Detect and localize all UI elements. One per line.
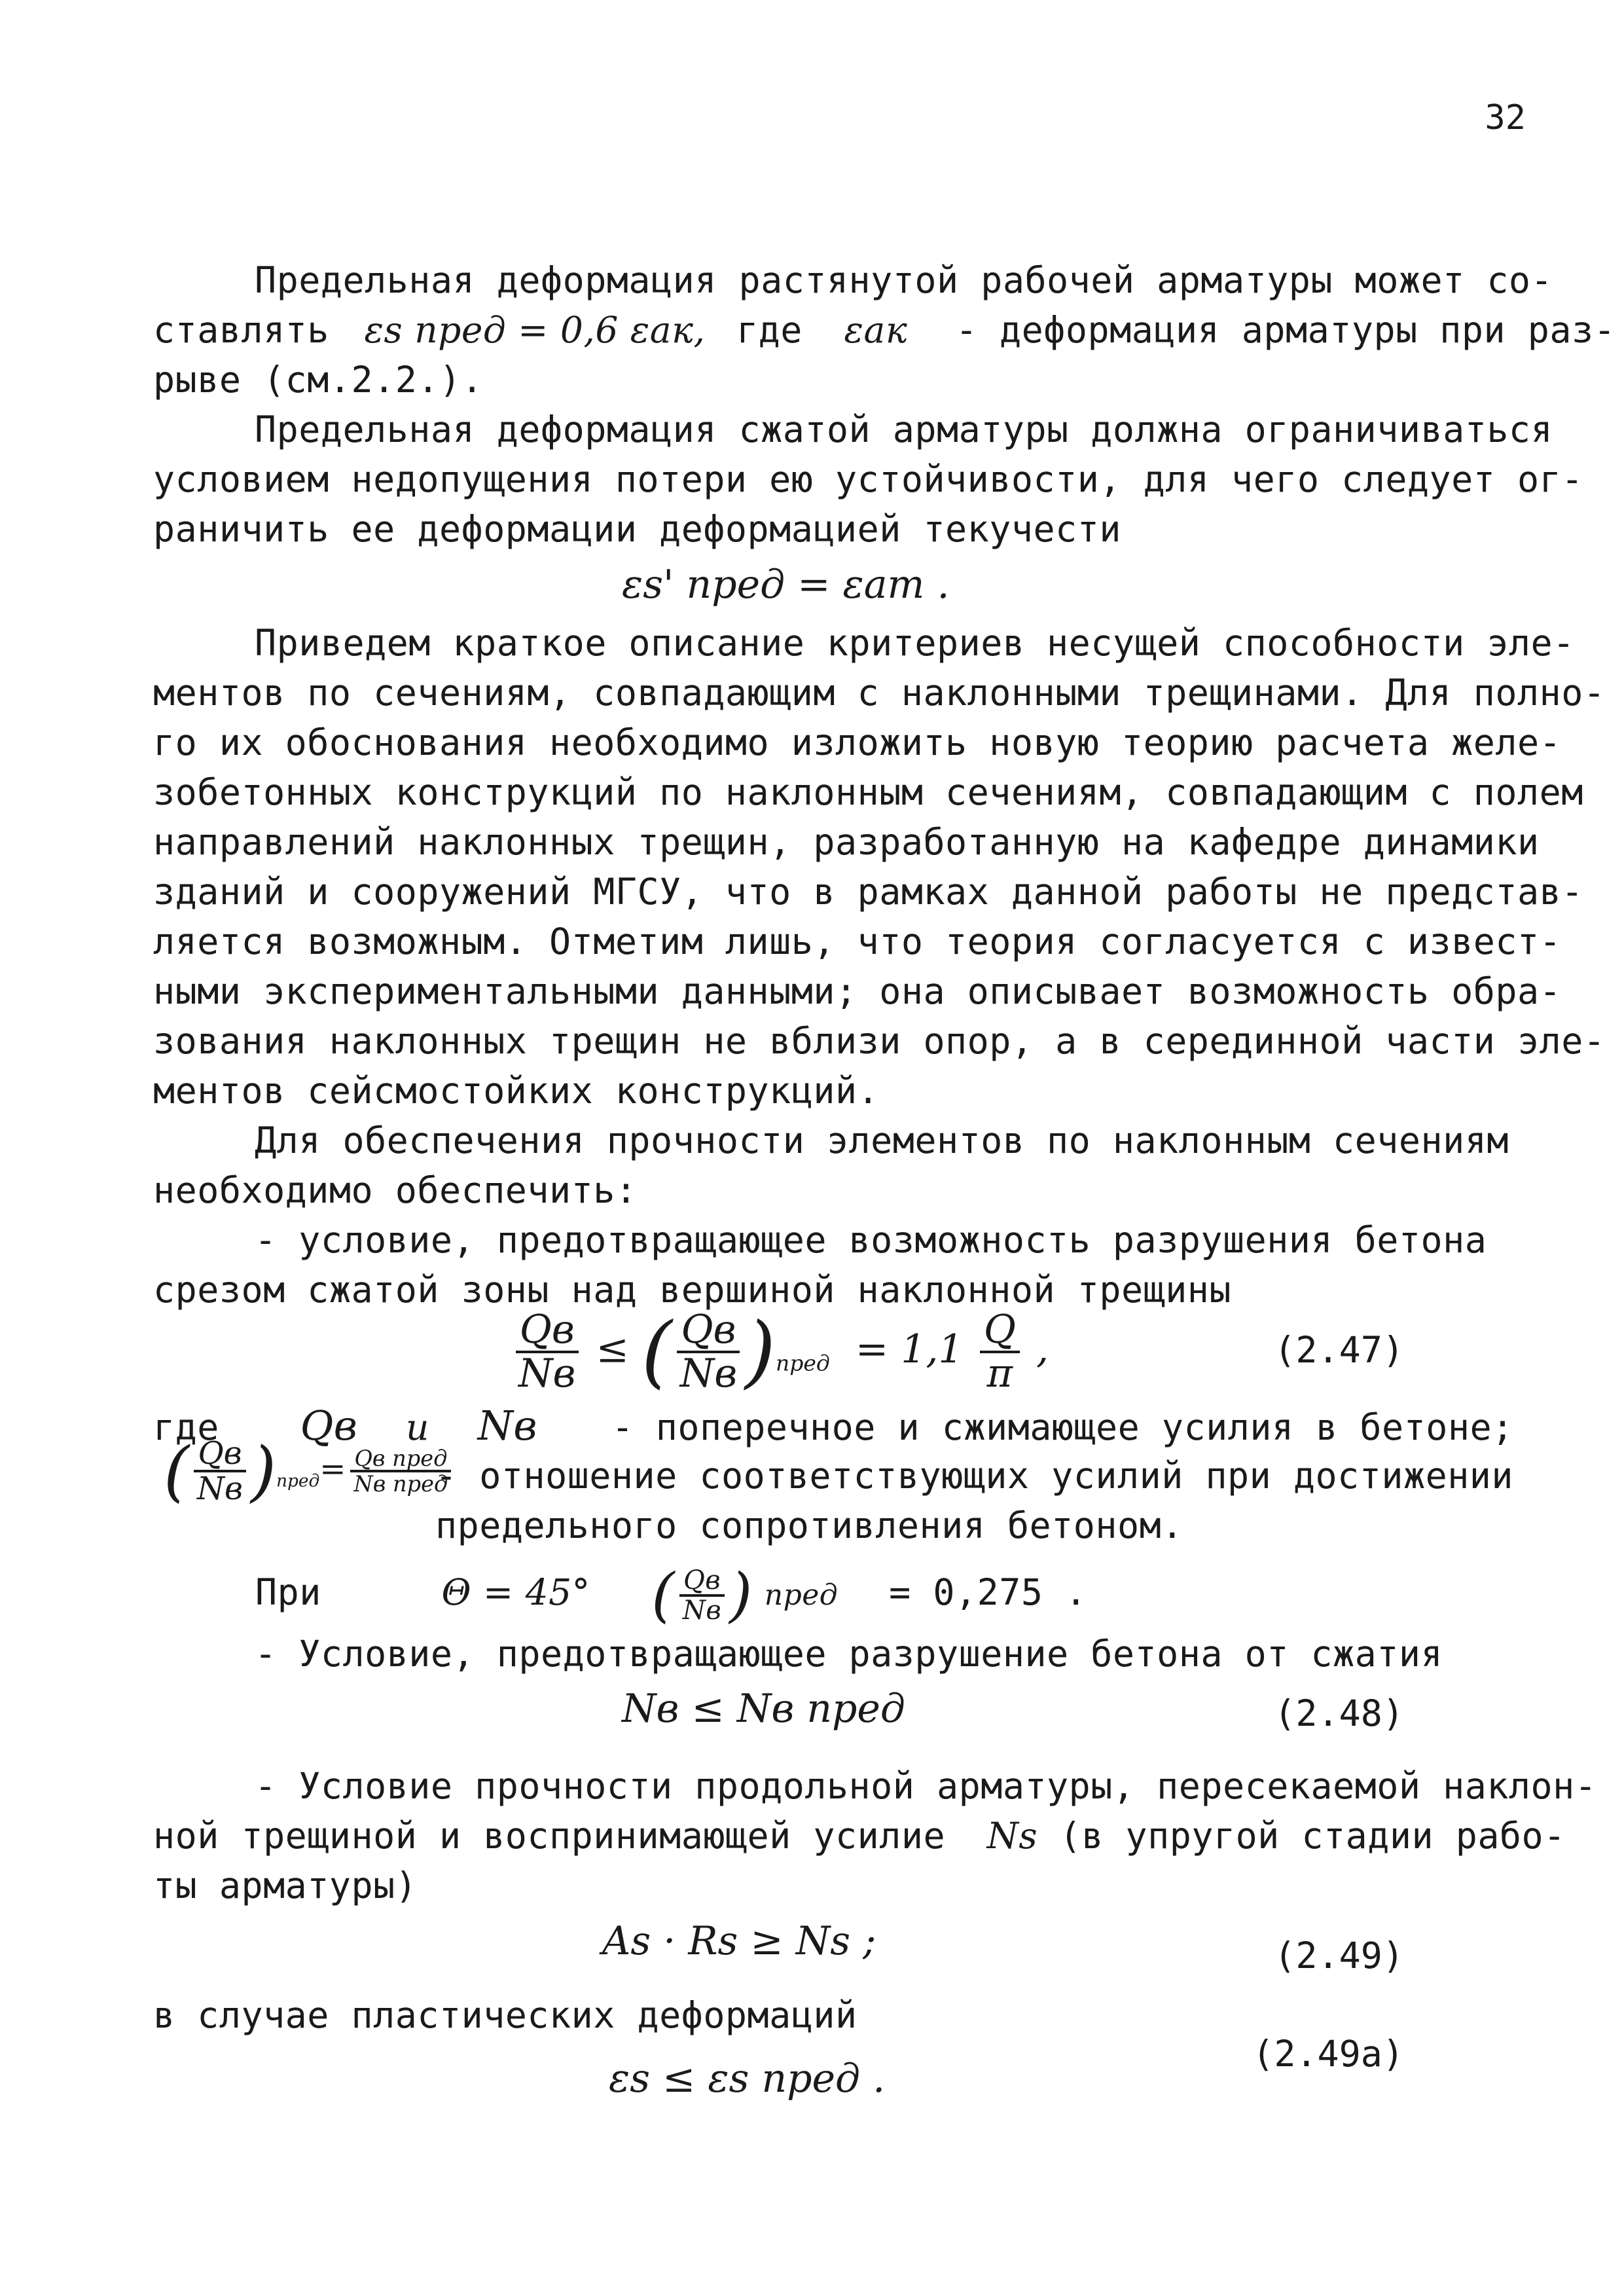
text-fragment: При xyxy=(255,1571,321,1613)
equation-number: (2.49) xyxy=(1274,1935,1404,1977)
page-number: 32 xyxy=(1485,98,1526,137)
formula-eps-s-pred: εs пред = 0,6 εaк, xyxy=(364,309,706,351)
formula-eps-s-prime: εs' пред = εат . xyxy=(622,562,950,608)
text-line: - отношение соответствующих усилий при достижении xyxy=(435,1455,1514,1497)
fraction-denominator: Nв xyxy=(197,1470,243,1508)
text-fragment: = 0,275 . xyxy=(889,1571,1087,1613)
fraction xyxy=(514,1309,579,1394)
subscript: пред xyxy=(775,1350,830,1376)
formula-2-47 xyxy=(511,1306,1049,1397)
text-line xyxy=(153,305,1616,355)
text-line: рыве (см.2.2.). xyxy=(153,359,484,401)
fraction-numerator: Qв xyxy=(194,1437,245,1472)
text-line: - Условие прочности продольной арматуры, пересекаемой наклон- xyxy=(255,1765,1597,1807)
equation-number: (2.49a) xyxy=(1252,2033,1404,2075)
fraction-denominator: Nв xyxy=(682,1595,722,1626)
text-fragment: где xyxy=(153,1406,219,1448)
text-line: Предельная деформация растянутой рабочей арматуры может со- xyxy=(255,259,1553,301)
text-line: условием недопущения потери ею устойчивости, для чего следует ог- xyxy=(153,458,1583,500)
equation-number: (2.47) xyxy=(1274,1329,1404,1371)
text-line xyxy=(153,1811,1566,1861)
text-line: предельного сопротивления бетоном. xyxy=(435,1504,1183,1546)
text-line: ментов сейсмостойких конструкций. xyxy=(153,1070,880,1112)
formula-coefficient: = 1,1 xyxy=(855,1326,964,1372)
fraction-numerator: Qв пред xyxy=(350,1447,451,1472)
text-line: Приведем краткое описание критериев несущей способности эле- xyxy=(255,622,1575,664)
fraction xyxy=(676,1309,741,1394)
fraction-denominator: π xyxy=(986,1351,1013,1396)
formula-2-49: As · Rs ≥ Ns ; xyxy=(602,1918,876,1964)
text-line: зования наклонных трещин не вблизи опор, а в серединной части эле- xyxy=(153,1020,1606,1062)
text-line: зобетонных конструкций по наклонным сечениям, совпадающим с полем xyxy=(153,771,1583,813)
text-fragment: - деформация арматуры при раз- xyxy=(955,309,1616,351)
paren-open: ( xyxy=(164,1432,190,1510)
paren-open: ( xyxy=(651,1561,675,1630)
text-fragment: - поперечное и сжимающее усилия в бетоне; xyxy=(611,1406,1514,1448)
paren-open: ( xyxy=(641,1306,672,1397)
formula-pri xyxy=(651,1561,850,1630)
text-fragment: где xyxy=(736,309,803,351)
text-line: - условие, предотвращающее возможность разрушения бетона xyxy=(255,1219,1487,1261)
subscript: пред xyxy=(764,1578,839,1612)
text-line: срезом сжатой зоны над вершиной наклонной трещины xyxy=(153,1269,1232,1311)
fraction xyxy=(980,1309,1020,1394)
text-line: ляется возможным. Отметим лишь, что теория согласуется с извест- xyxy=(153,920,1562,962)
formula-2-48: Nв ≤ Nв пред xyxy=(622,1686,905,1732)
fraction xyxy=(679,1567,725,1624)
formula-ns: Ns xyxy=(986,1815,1038,1857)
text-line: раничить ее деформации деформацией текучести xyxy=(153,508,1121,550)
text-line: зданий и сооружений МГСУ, что в рамках данной работы не представ- xyxy=(153,871,1583,913)
text-line: ными экспериментальными данными; она описывает возможность обра- xyxy=(153,970,1562,1012)
fraction xyxy=(193,1437,247,1506)
text-line: ментов по сечениям, совпадающим с наклонными трещинами. Для полно- xyxy=(153,672,1606,714)
text-line: ты арматуры) xyxy=(153,1865,418,1906)
fraction-numerator: Q xyxy=(980,1309,1020,1353)
formula-nb: Nв xyxy=(477,1402,537,1449)
text-line: Для обеспечения прочности элементов по наклонным сечениям xyxy=(255,1120,1509,1161)
formula-eps-ak: εaк xyxy=(844,309,908,351)
formula-ratio: ( $\frac{Qв}{Nв}$ )$_{пред}=$ $\frac{\text{Qв пред}}{\text{Nв пред}}$ xyxy=(164,1437,456,1506)
fraction-numerator: Qв xyxy=(516,1309,579,1353)
text-fragment: ной трещиной и воспринимающей усилие xyxy=(153,1815,946,1857)
formula-qb: Qв xyxy=(300,1402,358,1449)
text-line: в случае пластических деформаций xyxy=(153,1994,857,2036)
text-fragment: ставлять xyxy=(153,309,329,351)
text-line: Предельная деформация сжатой арматуры должна ограничиваться xyxy=(255,409,1553,450)
formula-2-49a: εs ≤ εs пред . xyxy=(609,2056,886,2102)
fraction-numerator: Qв xyxy=(679,1567,725,1597)
fraction-denominator: Nв xyxy=(518,1351,576,1396)
fraction-numerator: Qв xyxy=(677,1309,740,1353)
paren-close: ) xyxy=(250,1432,276,1510)
equation-number: (2.48) xyxy=(1274,1692,1404,1734)
text-line xyxy=(255,1561,1303,1630)
text-line: необходимо обеспечить: xyxy=(153,1169,638,1211)
text-fragment: (в упругой стадии рабо- xyxy=(1059,1815,1566,1857)
paren-close: ) xyxy=(729,1561,753,1630)
fraction-denominator: Nв xyxy=(679,1351,738,1396)
paren-close: ) xyxy=(745,1306,776,1397)
subscript: пред xyxy=(276,1470,320,1491)
comma: , xyxy=(1036,1326,1049,1372)
text-line: го их обоснования необходимо изложить новую теорию расчета желе- xyxy=(153,721,1562,763)
text-fragment: и xyxy=(406,1406,429,1448)
text-line: направлений наклонных трещин, разработанную на кафедре динамики xyxy=(153,821,1540,863)
text-line: - Условие, предотвращающее разрушение бетона от сжатия xyxy=(255,1633,1443,1675)
le-sign: ≤ xyxy=(596,1326,629,1372)
formula-theta: Θ = 45° xyxy=(441,1571,590,1613)
fraction-denominator: Nв пред xyxy=(353,1471,448,1497)
